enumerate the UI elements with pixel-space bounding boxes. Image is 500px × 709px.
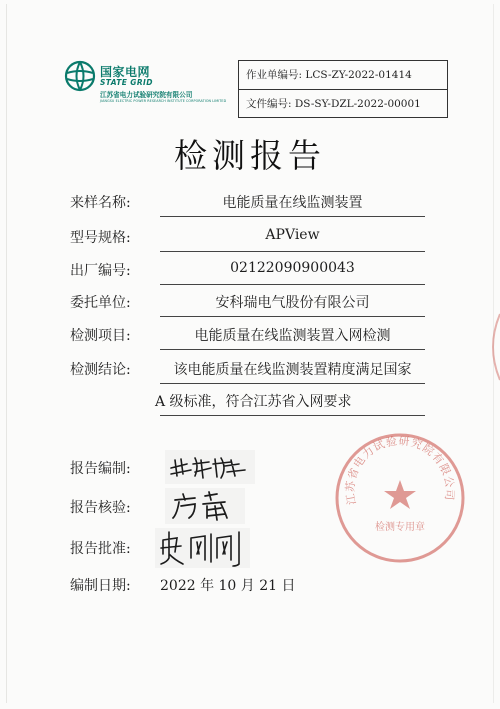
conclusion-underline-2 bbox=[160, 415, 425, 416]
serial-underline bbox=[160, 284, 425, 285]
svg-text:江苏省电力试验研究院有限公司: 江苏省电力试验研究院有限公司 bbox=[343, 434, 457, 506]
client-label: 委托单位: bbox=[70, 295, 131, 311]
conclusion-label: 检测结论: bbox=[70, 362, 131, 378]
model-label: 型号规格: bbox=[70, 230, 131, 246]
institute-english-name: JIANGSU ELECTRIC POWER RESEARCH INSTITUTE CORPORATION LIMITED bbox=[100, 99, 227, 103]
test-item-value: 电能质量在线监测装置入网检测 bbox=[194, 328, 391, 344]
logo-chinese-name: 国家电网 bbox=[100, 65, 151, 79]
reviewed-by-signature bbox=[165, 488, 245, 528]
logo-english-name: STATE GRID bbox=[100, 78, 153, 87]
approved-by-signature bbox=[155, 528, 250, 572]
test-item-label: 检测项目: bbox=[70, 328, 131, 344]
sample-name-label: 来样名称: bbox=[70, 195, 131, 211]
sample-name-value: 电能质量在线监测装置 bbox=[222, 195, 363, 211]
model-value: APView bbox=[265, 227, 320, 243]
reference-number-box bbox=[238, 60, 448, 118]
client-value: 安科瑞电气股份有限公司 bbox=[215, 295, 370, 311]
work-order-number: 作业单编号: LCS-ZY-2022-01414 bbox=[246, 69, 412, 81]
prepared-by-label: 报告编制: bbox=[70, 461, 131, 477]
reviewed-by-label: 报告核验: bbox=[70, 500, 131, 516]
date-value: 2022 年 10 月 21 日 bbox=[160, 578, 296, 594]
sample-name-underline bbox=[160, 216, 425, 217]
document-number: 文件编号: DS-SY-DZL-2022-00001 bbox=[239, 89, 447, 118]
date-label: 编制日期: bbox=[70, 578, 131, 594]
serial-value: 02122090900043 bbox=[230, 260, 355, 276]
approved-by-label: 报告批准: bbox=[70, 541, 131, 557]
edge-seal-mark bbox=[488, 312, 500, 386]
state-grid-emblem-icon bbox=[64, 60, 96, 92]
serial-label: 出厂编号: bbox=[70, 263, 131, 279]
conclusion-underline-1 bbox=[160, 383, 425, 384]
model-underline bbox=[160, 251, 425, 252]
client-underline bbox=[160, 316, 425, 317]
svg-text:检测专用章: 检测专用章 bbox=[375, 522, 425, 533]
state-grid-logo bbox=[60, 58, 235, 108]
conclusion-line-2: A 级标准，符合江苏省入网要求 bbox=[155, 394, 352, 410]
report-title: 检测报告 bbox=[174, 136, 326, 175]
official-seal bbox=[330, 428, 470, 572]
conclusion-line-1: 该电能质量在线监测装置精度满足国家 bbox=[173, 362, 412, 378]
prepared-by-signature bbox=[165, 450, 255, 488]
institute-chinese-name: 江苏省电力试验研究院有限公司 bbox=[100, 91, 193, 99]
test-item-underline bbox=[160, 349, 425, 350]
